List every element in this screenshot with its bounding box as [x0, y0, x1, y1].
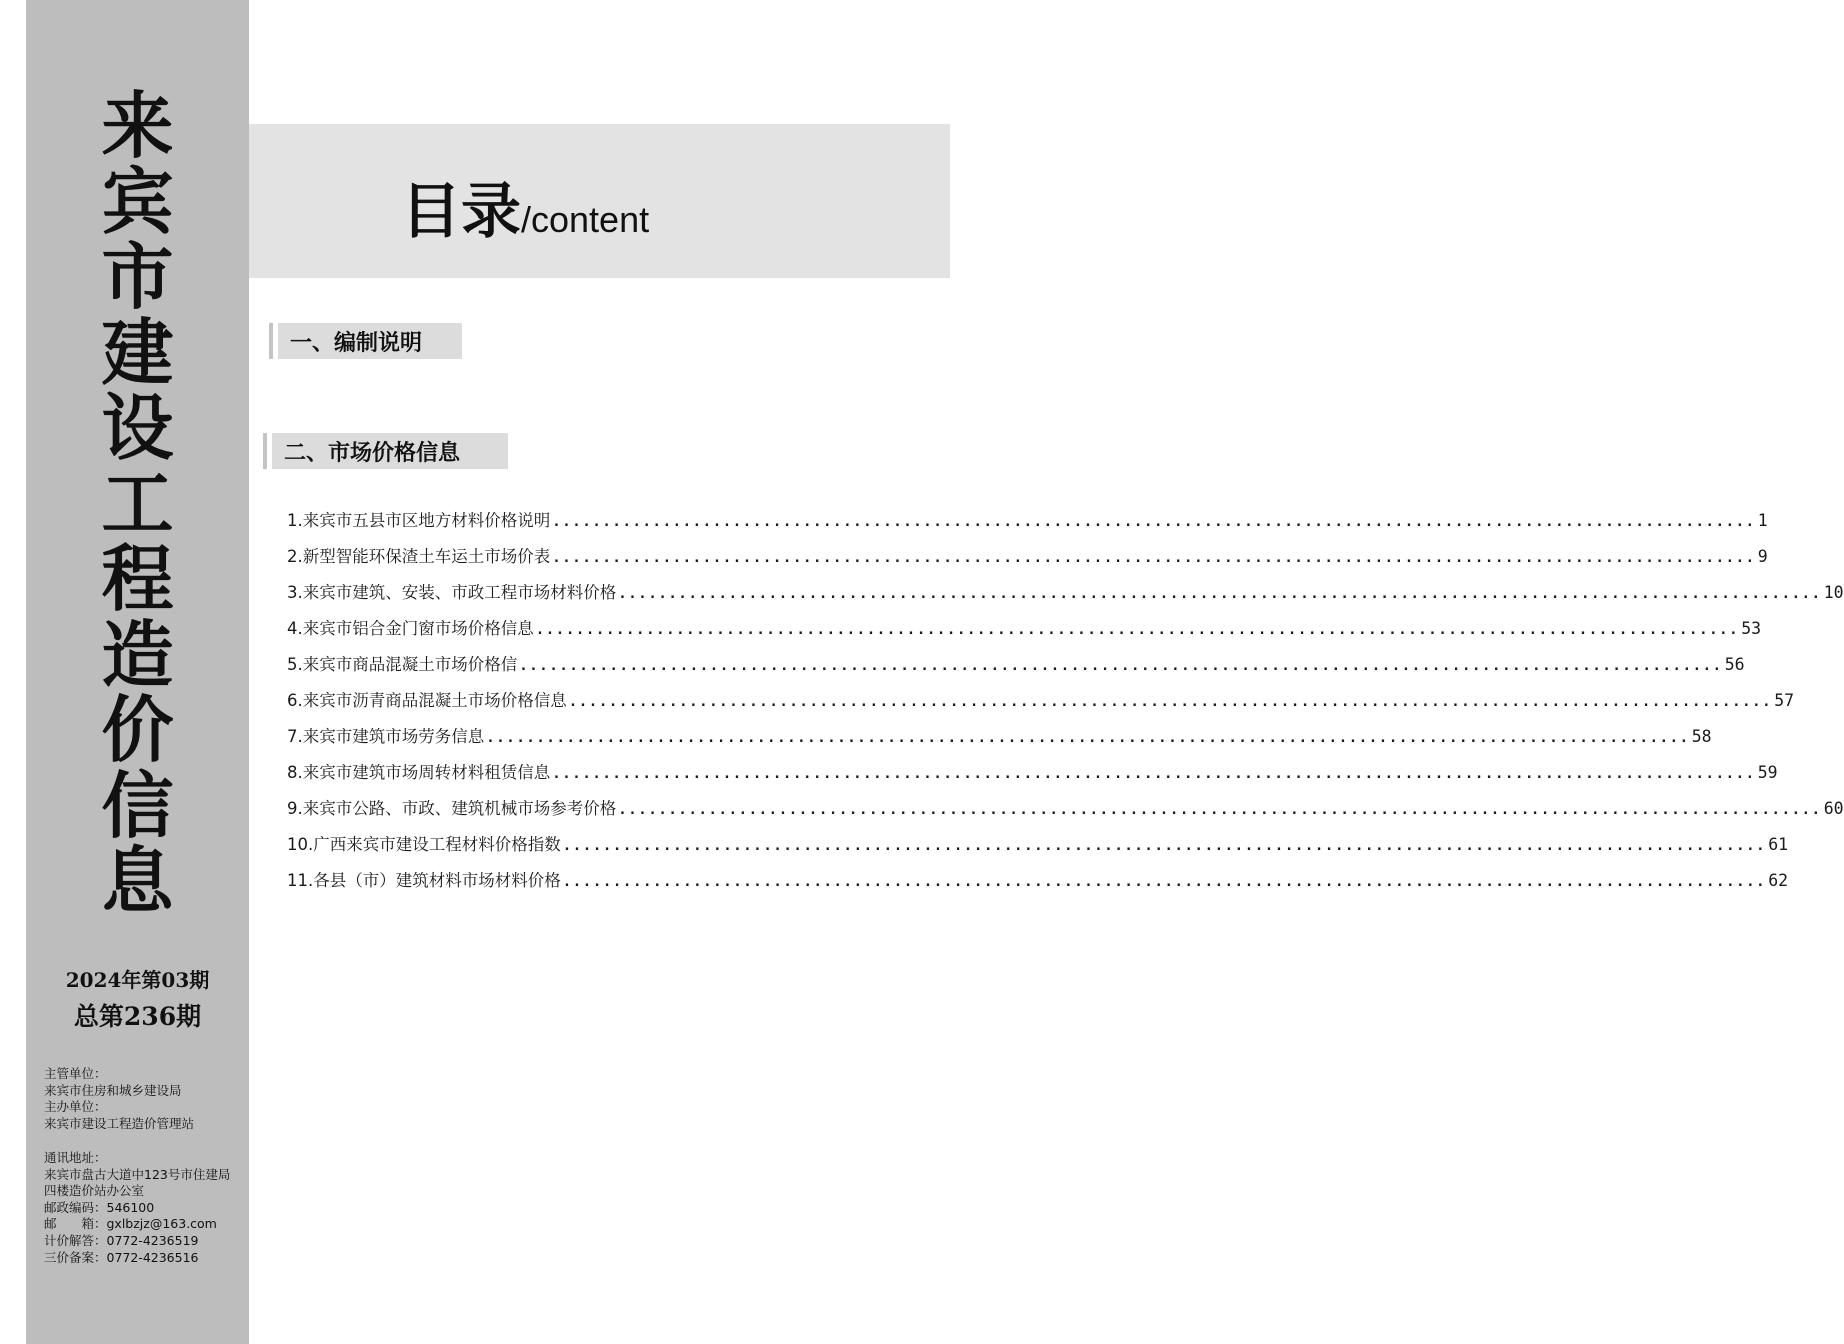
toc-entry-title: 6.来宾市沥青商品混凝土市场价格信息 [287, 691, 567, 710]
section-label: 二、市场价格信息 [284, 440, 461, 466]
toc-entry[interactable] [287, 795, 1844, 831]
toc-entry-title: 1.来宾市五县市区地方材料价格说明 [287, 511, 551, 530]
title-char: 建 [101, 309, 174, 395]
title-char: 来 [101, 83, 174, 168]
title-char: 设 [101, 385, 174, 470]
info-line: 主办单位： [44, 1099, 107, 1115]
info-line: 计价解答：0772-4236519 [44, 1232, 199, 1248]
info-line: 通讯地址： [44, 1150, 107, 1165]
issue-number: 2024年第03期 [65, 968, 210, 992]
toc-entry-page: 61 [1768, 835, 1789, 854]
title-char: 价 [101, 687, 174, 772]
toc-leader-dots: ........................................................................................................................ [552, 514, 1756, 530]
toc-entry[interactable] [287, 579, 1844, 615]
title-char: 宾 [101, 158, 174, 244]
toc-entry[interactable] [287, 543, 1768, 579]
table-of-contents [287, 507, 1844, 903]
toc-entry[interactable] [287, 723, 1712, 759]
title-char: 工 [101, 460, 174, 546]
toc-entry-page: 1 [1757, 511, 1768, 530]
section-marker [269, 323, 273, 359]
section-header-market-price-info [272, 433, 508, 469]
title-char: 信 [101, 762, 174, 848]
toc-entry-page: 60 [1823, 799, 1844, 818]
toc-entry-title: 9.来宾市公路、市政、建筑机械市场参考价格 [287, 799, 617, 818]
toc-entry-title: 10.广西来宾市建设工程材料价格指数 [287, 835, 561, 854]
toc-entry-title: 8.来宾市建筑市场周转材料租赁信息 [287, 763, 551, 782]
toc-entry-page: 10 [1823, 583, 1844, 602]
toc-leader-dots: ........................................................................................................................ [562, 874, 1767, 890]
toc-entry[interactable] [287, 759, 1778, 795]
section-header-compilation-notes [278, 323, 462, 359]
toc-leader-dots: ........................................................................................................................ [568, 694, 1773, 710]
toc-entry-title: 3.来宾市建筑、安装、市政工程市场材料价格 [287, 583, 617, 602]
contact-info [44, 1150, 230, 1266]
info-line: 来宾市建设工程造价管理站 [44, 1115, 195, 1131]
page-title [401, 164, 649, 250]
toc-entry-title: 7.来宾市建筑市场劳务信息 [287, 727, 485, 746]
toc-entry-title: 4.来宾市铝合金门窗市场价格信息 [287, 619, 534, 638]
toc-entry-page: 56 [1724, 655, 1745, 674]
title-char: 程 [101, 536, 174, 621]
info-line: 三价备案：0772-4236516 [44, 1249, 199, 1265]
info-line: 来宾市住房和城乡建设局 [44, 1082, 182, 1098]
toc-entry-page: 57 [1774, 691, 1795, 710]
toc-entry-page: 53 [1741, 619, 1762, 638]
info-line: 邮政编码：546100 [44, 1199, 155, 1215]
publisher-info [44, 1066, 194, 1132]
title-char: 市 [101, 234, 174, 319]
section-marker [263, 433, 267, 469]
section-label: 一、编制说明 [290, 330, 423, 356]
title-char: 息 [101, 838, 174, 923]
toc-entry-title: 2.新型智能环保渣土车运土市场价表 [287, 547, 551, 566]
toc-entry-page: 59 [1757, 763, 1778, 782]
toc-leader-dots: ........................................................................................................................ [618, 586, 1822, 602]
info-line: 主管单位： [44, 1066, 107, 1081]
toc-entry-page: 9 [1757, 547, 1768, 566]
toc-leader-dots: ........................................................................................................................ [562, 838, 1767, 854]
toc-entry-page: 58 [1691, 727, 1712, 746]
info-line: 邮 箱：gxlbzjz@163.com [44, 1216, 217, 1232]
toc-entry-title: 11.各县（市）建筑材料市场材料价格 [287, 871, 561, 890]
sidebar [26, 0, 249, 1344]
toc-leader-dots: ........................................................................................................................ [486, 730, 1690, 746]
toc-leader-dots: ........................................................................................................................ [535, 622, 1740, 638]
total-issue-number: 总第236期 [73, 1002, 202, 1031]
toc-entry[interactable] [287, 507, 1768, 543]
header-band [249, 124, 950, 278]
toc-leader-dots: ........................................................................................................................ [618, 802, 1822, 818]
toc-entry[interactable] [287, 651, 1745, 687]
title-en: /content [521, 199, 650, 240]
toc-leader-dots: ........................................................................................................................ [552, 766, 1756, 782]
toc-entry[interactable] [287, 831, 1789, 867]
toc-entry[interactable] [287, 615, 1762, 651]
toc-leader-dots: ........................................................................................................................ [552, 550, 1756, 566]
title-char: 造 [101, 611, 174, 697]
title-zh: 目录 [401, 177, 521, 247]
toc-entry-title: 5.来宾市商品混凝土市场价格信 [287, 655, 518, 674]
info-line: 四楼造价站办公室 [44, 1183, 145, 1199]
info-line: 来宾市盘古大道中123号市住建局 [44, 1166, 231, 1182]
toc-entry-page: 62 [1768, 871, 1789, 890]
toc-entry[interactable] [287, 867, 1789, 903]
toc-leader-dots: ........................................................................................................................ [519, 658, 1723, 674]
toc-entry[interactable] [287, 687, 1795, 723]
publication-title [26, 83, 249, 923]
